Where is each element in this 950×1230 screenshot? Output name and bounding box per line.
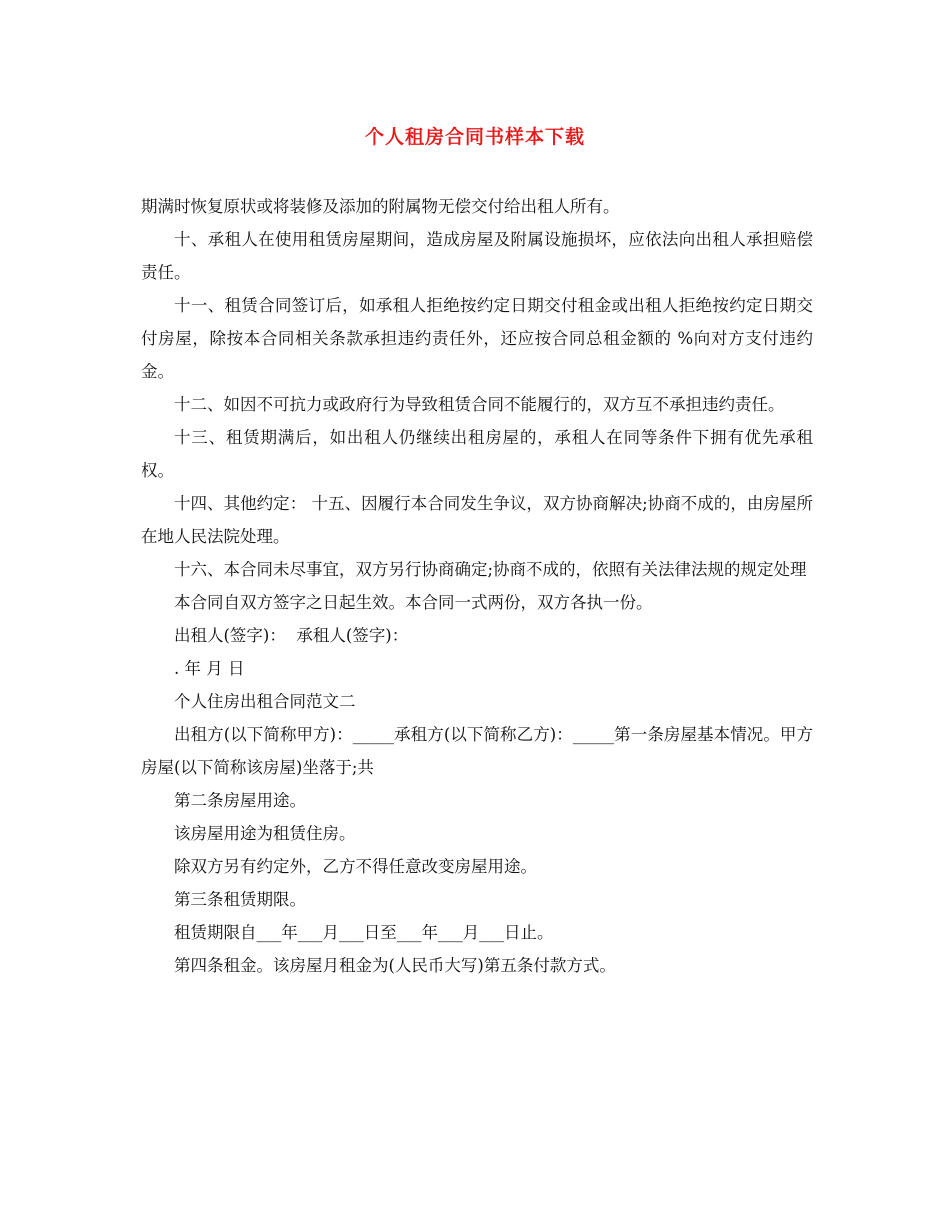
paragraph-effective: 本合同自双方签字之日起生效。本合同一式两份，双方各执一份。 [174,593,653,612]
paragraph-article-2: 第二条房屋用途。 [174,791,306,810]
paragraph-continuation: 期满时恢复原状或将装修及添加的附属物无偿交付给出租人所有。 [141,197,620,216]
document-title: 个人租房合同书样本下载 [364,126,585,148]
paragraph-article-4: 第四条租金。该房屋月租金为(人民币大写)第五条付款方式。 [174,956,616,975]
paragraph-date: . 年 月 日 [174,659,245,678]
paragraph-clause-11: 十一、租赁合同签订后，如承租人拒绝按约定日期交付租金或出租人拒绝按约定日期交付房屋，除按本合同相关条款承担违约责任外，还应按合同总租金额的 %向对方支付违约金。 [141,296,813,381]
paragraph-clause-14-15: 十四、其他约定： 十五、因履行本合同发生争议，双方协商解决;协商不成的，由房屋所在地人民法院处理。 [141,494,813,546]
paragraph-term: 租赁期限自___年___月___日至___年___月___日止。 [174,923,554,942]
paragraph-usage-restriction: 除双方另有约定外，乙方不得任意改变房屋用途。 [174,857,537,876]
paragraph-signatures: 出租人(签字)： 承租人(签字)： [174,626,409,645]
paragraph-clause-16: 十六、本合同未尽事宜，双方另行协商确定;协商不成的，依照有关法律法规的规定处理 [174,560,807,579]
paragraph-clause-10: 十、承租人在使用租赁房屋期间，造成房屋及附属设施损坏，应依法向出租人承担赔偿责任。 [141,230,813,282]
paragraph-article-3: 第三条租赁期限。 [174,890,306,909]
document-body [141,190,813,982]
paragraph-parties: 出租方(以下简称甲方)：_____承租方(以下简称乙方)：_____第一条房屋基本情况。甲方房屋(以下简称该房屋)坐落于;共 [141,725,813,777]
paragraph-usage: 该房屋用途为租赁住房。 [174,824,356,843]
paragraph-contract-2-title: 个人住房出租合同范文二 [174,692,356,711]
paragraph-clause-13: 十三、租赁期满后，如出租人仍继续出租房屋的，承租人在同等条件下拥有优先承租权。 [141,428,813,480]
paragraph-clause-12: 十二、如因不可抗力或政府行为导致租赁合同不能履行的，双方互不承担违约责任。 [174,395,785,414]
